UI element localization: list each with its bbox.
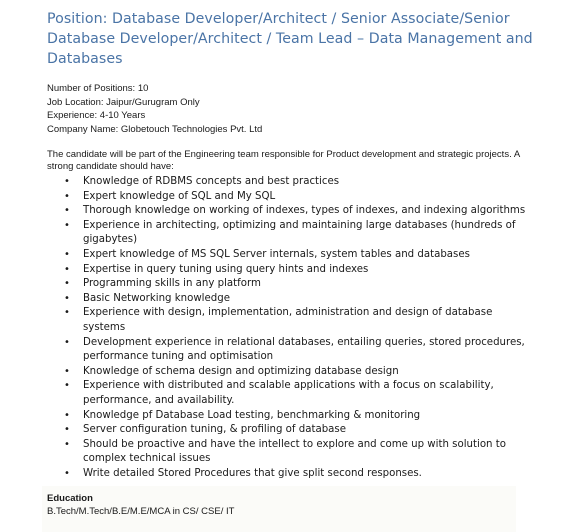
requirement-item	[59, 336, 529, 365]
requirement-text: Knowledge pf Database Load testing, benchmarking & monitoring	[83, 409, 421, 421]
bullet-icon: •	[64, 336, 70, 348]
bullet-icon: •	[64, 176, 70, 187]
job-location: Job Location: Jaipur/Gurugram Only	[47, 96, 200, 108]
requirements-list	[59, 175, 529, 481]
requirement-text: Thorough knowledge on working of indexes, types of indexes, and indexing algorithms	[83, 205, 526, 217]
requirement-text: Programming skills in any platform	[83, 278, 261, 290]
requirement-item	[59, 190, 529, 205]
requirement-text: Server configuration tuning, & profiling of database	[83, 424, 346, 436]
requirement-item	[59, 277, 529, 292]
requirement-text: Expertise in query tuning using query hints and indexes	[83, 263, 369, 275]
bullet-icon: •	[64, 380, 70, 392]
requirement-text: Experience with design, implementation, administration and design of database systems	[83, 307, 493, 333]
requirement-text: Knowledge of RDBMS concepts and best practices	[83, 176, 340, 187]
bullet-icon: •	[64, 263, 70, 275]
bullet-icon: •	[64, 467, 70, 479]
requirement-item	[59, 365, 529, 380]
bullet-icon: •	[64, 190, 70, 202]
requirement-item	[59, 423, 529, 438]
requirement-text: Development experience in relational databases, entailing queries, stored procedures, performance tuning and optimisation	[83, 336, 525, 363]
job-facts	[47, 82, 262, 136]
intro-paragraph: The candidate will be part of the Engineering team responsible for Product development and strategic projects. A strong candidate should have:	[47, 149, 520, 172]
company-name: Company Name: Globetouch Technologies Pvt. Ltd	[47, 123, 263, 135]
bullet-icon: •	[64, 307, 70, 319]
bullet-icon: •	[64, 248, 70, 260]
bullet-icon: •	[64, 365, 70, 377]
requirement-item	[59, 263, 529, 278]
bullet-icon: •	[64, 424, 70, 436]
bullet-icon: •	[64, 219, 70, 231]
requirement-item	[59, 409, 529, 424]
requirement-text: Expert knowledge of SQL and My SQL	[83, 190, 276, 202]
requirement-item	[59, 438, 529, 467]
requirement-text: Experience in architecting, optimizing and maintaining large databases (hundreds of gigabytes)	[83, 219, 516, 246]
requirement-item	[59, 306, 529, 335]
position-title: Position: Database Developer/Architect / Senior Associate/Senior Database Developer/Architect / Team Lead – Data Management and Databases	[47, 11, 533, 67]
requirement-text: Basic Networking knowledge	[83, 292, 230, 304]
requirement-item	[59, 379, 529, 408]
requirement-text: Should be proactive and have the intellect to explore and come up with solution to complex technical issues	[83, 438, 506, 465]
positions-count: Number of Positions: 10	[47, 83, 149, 94]
requirement-item	[59, 292, 529, 307]
requirement-text: Knowledge of schema design and optimizing database design	[83, 365, 399, 377]
requirement-text: Expert knowledge of MS SQL Server internals, system tables and databases	[83, 248, 470, 260]
requirement-item	[59, 467, 529, 482]
bullet-icon: •	[64, 205, 70, 217]
requirement-item	[59, 204, 529, 219]
requirement-text: Experience with distributed and scalable applications with a focus on scalability, performance, and availability.	[83, 380, 494, 406]
bullet-icon: •	[64, 438, 70, 450]
bullet-icon: •	[64, 292, 70, 304]
requirement-item	[59, 248, 529, 263]
bullet-icon: •	[64, 278, 70, 290]
requirement-item	[59, 175, 529, 190]
requirement-text: Write detailed Stored Procedures that give split second responses.	[83, 467, 422, 479]
experience-range: Experience: 4-10 Years	[47, 110, 146, 121]
bullet-icon: •	[64, 409, 70, 421]
education-heading: Education	[47, 493, 93, 504]
requirement-item	[59, 219, 529, 248]
education-requirement: B.Tech/M.Tech/B.E/M.E/MCA in CS/ CSE/ IT	[47, 506, 235, 517]
